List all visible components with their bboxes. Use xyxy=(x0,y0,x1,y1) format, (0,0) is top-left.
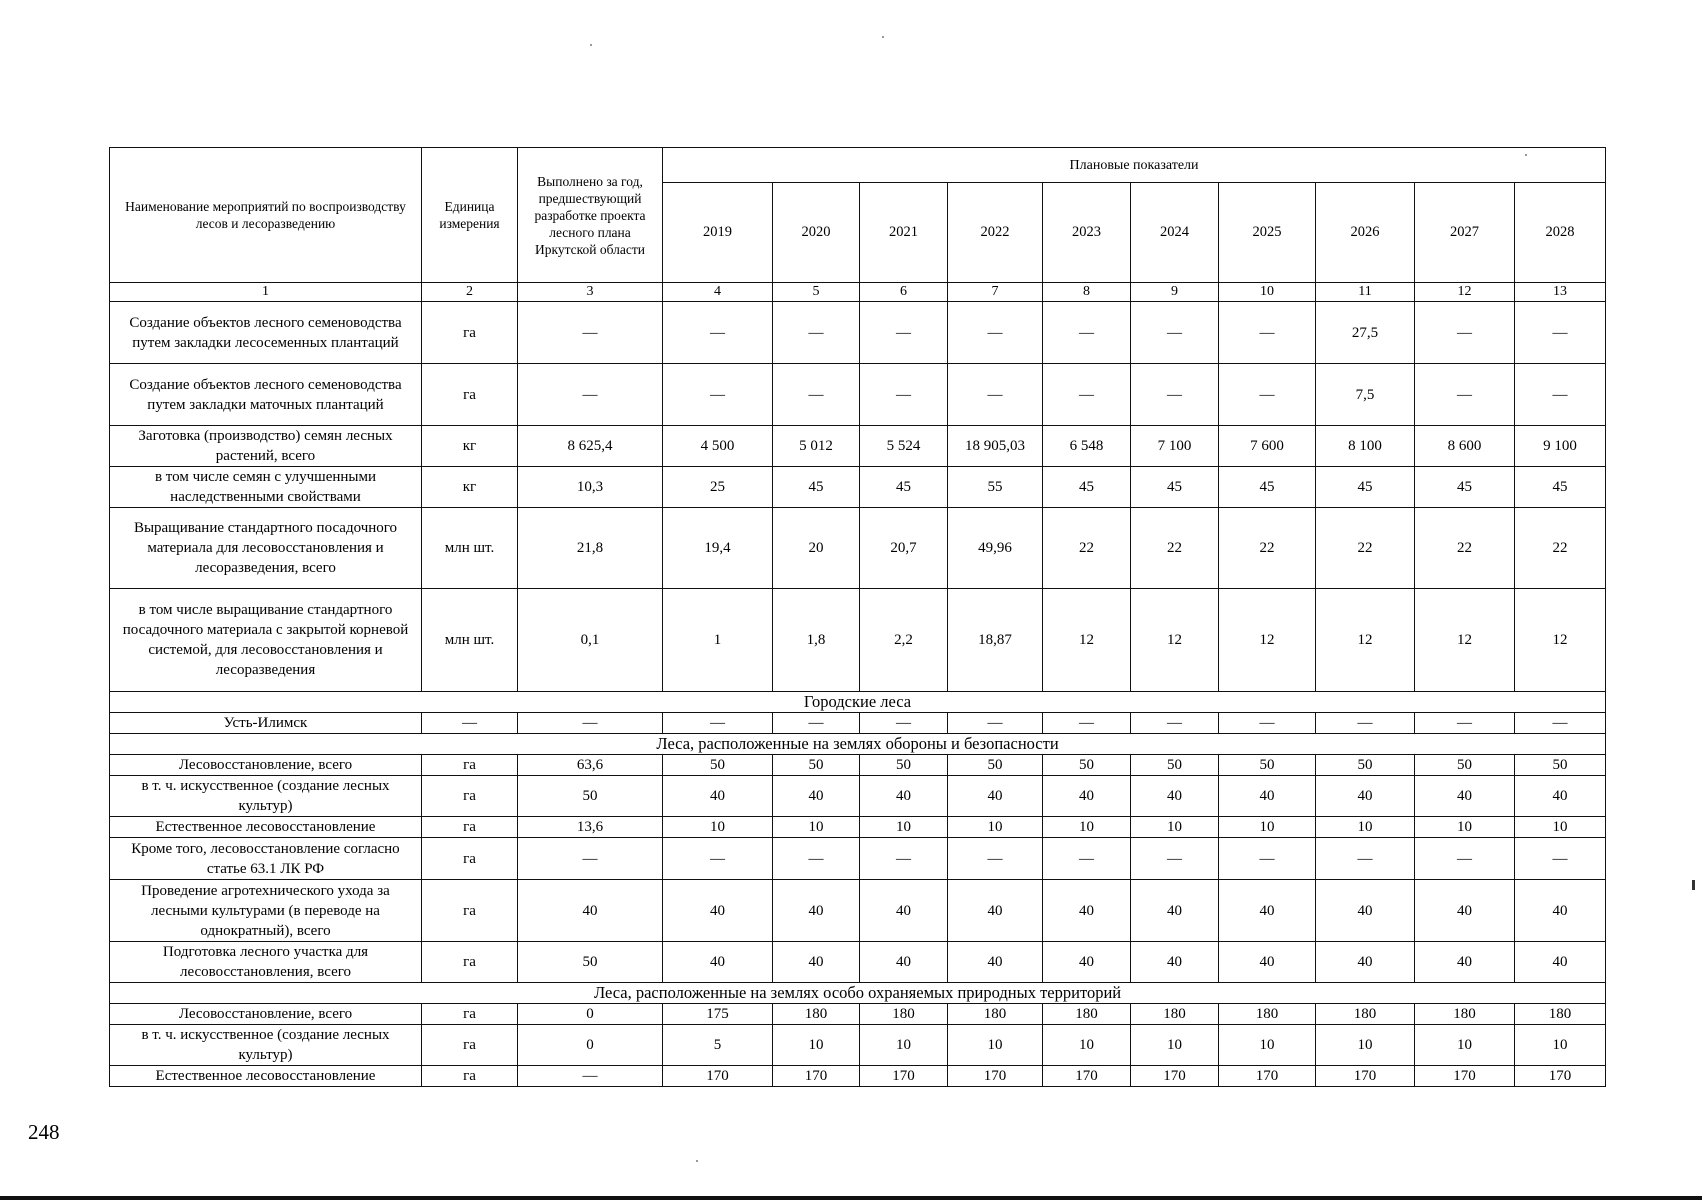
row-plan-value-2023: 45 xyxy=(1043,467,1131,508)
row-name: Кроме того, лесовосстановление согласно статье 63.1 ЛК РФ xyxy=(110,838,422,880)
row-plan-value-2023: 40 xyxy=(1043,880,1131,942)
table-row xyxy=(110,776,1606,817)
row-plan-value-2022: 40 xyxy=(948,942,1043,983)
row-name: Лесовосстановление, всего xyxy=(110,755,422,776)
table-row xyxy=(110,942,1606,983)
reforestation-table xyxy=(109,147,1606,1087)
row-unit: млн шт. xyxy=(422,508,518,589)
column-number: 7 xyxy=(948,283,1043,302)
row-plan-value-2023: — xyxy=(1043,364,1131,426)
row-plan-value-2023: 170 xyxy=(1043,1066,1131,1087)
column-number: 4 xyxy=(663,283,773,302)
row-plan-value-2021: 20,7 xyxy=(860,508,948,589)
row-done-value: — xyxy=(518,1066,663,1087)
row-plan-value-2019: — xyxy=(663,838,773,880)
scan-edge-mark xyxy=(1692,880,1695,890)
table-row xyxy=(110,880,1606,942)
row-plan-value-2020: — xyxy=(773,302,860,364)
row-plan-value-2025: 170 xyxy=(1219,1066,1316,1087)
row-plan-value-2025: — xyxy=(1219,838,1316,880)
row-done-value: 0 xyxy=(518,1025,663,1066)
header-row-1 xyxy=(110,148,1606,183)
row-plan-value-2026: 40 xyxy=(1316,942,1415,983)
row-plan-value-2026: — xyxy=(1316,713,1415,734)
row-plan-value-2026: 45 xyxy=(1316,467,1415,508)
row-plan-value-2021: 10 xyxy=(860,817,948,838)
row-unit: кг xyxy=(422,467,518,508)
row-done-value: 21,8 xyxy=(518,508,663,589)
row-plan-value-2025: 180 xyxy=(1219,1004,1316,1025)
section-row xyxy=(110,692,1606,713)
row-plan-value-2027: — xyxy=(1415,838,1515,880)
row-plan-value-2022: 40 xyxy=(948,880,1043,942)
row-unit: га xyxy=(422,880,518,942)
row-plan-value-2021: — xyxy=(860,302,948,364)
row-plan-value-2027: 8 600 xyxy=(1415,426,1515,467)
table-row xyxy=(110,1066,1606,1087)
scan-bottom-border xyxy=(0,1196,1702,1200)
row-plan-value-2027: — xyxy=(1415,713,1515,734)
row-plan-value-2028: 10 xyxy=(1515,817,1606,838)
row-plan-value-2028: 45 xyxy=(1515,467,1606,508)
table-row xyxy=(110,1004,1606,1025)
row-plan-value-2019: — xyxy=(663,713,773,734)
row-plan-value-2021: 10 xyxy=(860,1025,948,1066)
row-plan-value-2019: 40 xyxy=(663,776,773,817)
row-plan-value-2020: 10 xyxy=(773,1025,860,1066)
row-done-value: — xyxy=(518,713,663,734)
header-year-2026: 2026 xyxy=(1316,183,1415,283)
column-number: 9 xyxy=(1131,283,1219,302)
row-plan-value-2024: — xyxy=(1131,302,1219,364)
row-done-value: 8 625,4 xyxy=(518,426,663,467)
row-plan-value-2022: — xyxy=(948,364,1043,426)
row-name: в т. ч. искусственное (создание лесных культур) xyxy=(110,776,422,817)
row-plan-value-2028: 170 xyxy=(1515,1066,1606,1087)
row-done-value: 40 xyxy=(518,880,663,942)
row-plan-value-2022: 18,87 xyxy=(948,589,1043,692)
row-plan-value-2027: 45 xyxy=(1415,467,1515,508)
row-plan-value-2024: 40 xyxy=(1131,776,1219,817)
row-done-value: 50 xyxy=(518,776,663,817)
row-plan-value-2024: — xyxy=(1131,713,1219,734)
row-done-value: 0 xyxy=(518,1004,663,1025)
row-unit: га xyxy=(422,776,518,817)
row-plan-value-2025: 10 xyxy=(1219,817,1316,838)
row-plan-value-2021: 180 xyxy=(860,1004,948,1025)
row-plan-value-2026: 10 xyxy=(1316,817,1415,838)
row-plan-value-2019: 40 xyxy=(663,942,773,983)
row-plan-value-2020: 170 xyxy=(773,1066,860,1087)
row-plan-value-2022: 18 905,03 xyxy=(948,426,1043,467)
row-plan-value-2022: 180 xyxy=(948,1004,1043,1025)
row-plan-value-2026: 170 xyxy=(1316,1066,1415,1087)
row-done-value: 63,6 xyxy=(518,755,663,776)
row-plan-value-2022: 49,96 xyxy=(948,508,1043,589)
row-unit: га xyxy=(422,364,518,426)
row-plan-value-2023: — xyxy=(1043,302,1131,364)
header-done: Выполнено за год, предшествующий разработке проекта лесного плана Иркутской области xyxy=(518,148,663,283)
row-plan-value-2024: 50 xyxy=(1131,755,1219,776)
row-plan-value-2021: 45 xyxy=(860,467,948,508)
row-plan-value-2020: 180 xyxy=(773,1004,860,1025)
row-plan-value-2027: 10 xyxy=(1415,1025,1515,1066)
row-name: Лесовосстановление, всего xyxy=(110,1004,422,1025)
row-plan-value-2026: 50 xyxy=(1316,755,1415,776)
row-name: Создание объектов лесного семеноводства путем закладки лесосеменных плантаций xyxy=(110,302,422,364)
row-plan-value-2025: 40 xyxy=(1219,880,1316,942)
row-plan-value-2027: 40 xyxy=(1415,776,1515,817)
table-row xyxy=(110,755,1606,776)
scan-speck xyxy=(882,36,884,38)
header-year-2022: 2022 xyxy=(948,183,1043,283)
row-plan-value-2023: 22 xyxy=(1043,508,1131,589)
row-plan-value-2028: — xyxy=(1515,838,1606,880)
row-plan-value-2026: 10 xyxy=(1316,1025,1415,1066)
row-plan-value-2027: — xyxy=(1415,302,1515,364)
row-done-value: 13,6 xyxy=(518,817,663,838)
row-plan-value-2028: 50 xyxy=(1515,755,1606,776)
row-plan-value-2026: 12 xyxy=(1316,589,1415,692)
row-plan-value-2023: 6 548 xyxy=(1043,426,1131,467)
row-plan-value-2020: — xyxy=(773,838,860,880)
row-plan-value-2027: — xyxy=(1415,364,1515,426)
row-plan-value-2020: 5 012 xyxy=(773,426,860,467)
column-number: 6 xyxy=(860,283,948,302)
row-name: Создание объектов лесного семеноводства путем закладки маточных плантаций xyxy=(110,364,422,426)
row-plan-value-2026: 40 xyxy=(1316,776,1415,817)
row-plan-value-2019: — xyxy=(663,302,773,364)
row-done-value: 10,3 xyxy=(518,467,663,508)
row-plan-value-2025: — xyxy=(1219,713,1316,734)
header-year-2027: 2027 xyxy=(1415,183,1515,283)
row-plan-value-2027: 170 xyxy=(1415,1066,1515,1087)
table-row xyxy=(110,364,1606,426)
row-plan-value-2019: 5 xyxy=(663,1025,773,1066)
row-plan-value-2022: — xyxy=(948,838,1043,880)
row-plan-value-2024: 180 xyxy=(1131,1004,1219,1025)
row-name: Заготовка (производство) семян лесных растений, всего xyxy=(110,426,422,467)
column-number: 1 xyxy=(110,283,422,302)
column-number: 2 xyxy=(422,283,518,302)
table-row xyxy=(110,589,1606,692)
row-plan-value-2023: 40 xyxy=(1043,942,1131,983)
row-plan-value-2028: 10 xyxy=(1515,1025,1606,1066)
row-done-value: — xyxy=(518,364,663,426)
row-plan-value-2025: 22 xyxy=(1219,508,1316,589)
row-plan-value-2022: 10 xyxy=(948,817,1043,838)
row-plan-value-2023: 12 xyxy=(1043,589,1131,692)
row-plan-value-2025: 45 xyxy=(1219,467,1316,508)
column-number: 12 xyxy=(1415,283,1515,302)
row-unit: га xyxy=(422,1066,518,1087)
row-plan-value-2020: 45 xyxy=(773,467,860,508)
header-year-2024: 2024 xyxy=(1131,183,1219,283)
row-plan-value-2019: 40 xyxy=(663,880,773,942)
table-row xyxy=(110,838,1606,880)
row-plan-value-2020: — xyxy=(773,364,860,426)
row-plan-value-2024: 10 xyxy=(1131,817,1219,838)
row-plan-value-2026: 27,5 xyxy=(1316,302,1415,364)
row-plan-value-2023: 10 xyxy=(1043,817,1131,838)
row-plan-value-2024: 22 xyxy=(1131,508,1219,589)
column-number: 3 xyxy=(518,283,663,302)
row-plan-value-2024: 7 100 xyxy=(1131,426,1219,467)
row-name: Естественное лесовосстановление xyxy=(110,817,422,838)
row-unit: га xyxy=(422,817,518,838)
row-plan-value-2028: 40 xyxy=(1515,776,1606,817)
row-unit: га xyxy=(422,302,518,364)
row-plan-value-2020: 50 xyxy=(773,755,860,776)
header-name: Наименование мероприятий по воспроизводству лесов и лесоразведению xyxy=(110,148,422,283)
row-name: Проведение агротехнического ухода за лесными культурами (в переводе на однократный), всего xyxy=(110,880,422,942)
row-unit: га xyxy=(422,838,518,880)
header-year-2028: 2028 xyxy=(1515,183,1606,283)
table-row xyxy=(110,302,1606,364)
row-plan-value-2019: 19,4 xyxy=(663,508,773,589)
row-plan-value-2027: 50 xyxy=(1415,755,1515,776)
row-plan-value-2021: — xyxy=(860,364,948,426)
column-number-row xyxy=(110,283,1606,302)
row-plan-value-2019: 4 500 xyxy=(663,426,773,467)
table-row xyxy=(110,713,1606,734)
row-plan-value-2019: 1 xyxy=(663,589,773,692)
column-number: 8 xyxy=(1043,283,1131,302)
row-plan-value-2021: 2,2 xyxy=(860,589,948,692)
row-name: Усть-Илимск xyxy=(110,713,422,734)
row-plan-value-2023: — xyxy=(1043,838,1131,880)
row-plan-value-2026: 180 xyxy=(1316,1004,1415,1025)
row-plan-value-2020: 1,8 xyxy=(773,589,860,692)
row-unit: — xyxy=(422,713,518,734)
section-title: Леса, расположенные на землях обороны и безопасности xyxy=(110,734,1606,755)
row-plan-value-2022: 170 xyxy=(948,1066,1043,1087)
column-number: 10 xyxy=(1219,283,1316,302)
row-name: в том числе выращивание стандартного посадочного материала с закрытой корневой системой, для лесовосстановления и лесоразведения xyxy=(110,589,422,692)
row-plan-value-2020: 10 xyxy=(773,817,860,838)
row-unit: га xyxy=(422,942,518,983)
column-number: 11 xyxy=(1316,283,1415,302)
row-plan-value-2025: — xyxy=(1219,364,1316,426)
table-row xyxy=(110,1025,1606,1066)
row-name: в том числе семян с улучшенными наследственными свойствами xyxy=(110,467,422,508)
row-plan-value-2028: — xyxy=(1515,364,1606,426)
row-plan-value-2023: 50 xyxy=(1043,755,1131,776)
row-plan-value-2019: — xyxy=(663,364,773,426)
header-year-2025: 2025 xyxy=(1219,183,1316,283)
row-plan-value-2024: 40 xyxy=(1131,942,1219,983)
row-name: Выращивание стандартного посадочного материала для лесовосстановления и лесоразведения, всего xyxy=(110,508,422,589)
row-plan-value-2028: 9 100 xyxy=(1515,426,1606,467)
row-plan-value-2026: 40 xyxy=(1316,880,1415,942)
row-plan-value-2026: — xyxy=(1316,838,1415,880)
header-unit: Единица измерения xyxy=(422,148,518,283)
section-title: Леса, расположенные на землях особо охраняемых природных территорий xyxy=(110,983,1606,1004)
row-plan-value-2022: — xyxy=(948,713,1043,734)
row-plan-value-2027: 12 xyxy=(1415,589,1515,692)
row-plan-value-2028: 40 xyxy=(1515,880,1606,942)
row-plan-value-2028: 40 xyxy=(1515,942,1606,983)
row-plan-value-2023: 10 xyxy=(1043,1025,1131,1066)
row-plan-value-2021: — xyxy=(860,838,948,880)
row-plan-value-2025: 40 xyxy=(1219,942,1316,983)
table-row xyxy=(110,508,1606,589)
row-plan-value-2022: 40 xyxy=(948,776,1043,817)
column-number: 13 xyxy=(1515,283,1606,302)
row-plan-value-2025: 7 600 xyxy=(1219,426,1316,467)
row-plan-value-2021: 5 524 xyxy=(860,426,948,467)
row-plan-value-2019: 25 xyxy=(663,467,773,508)
row-plan-value-2022: 10 xyxy=(948,1025,1043,1066)
row-plan-value-2027: 22 xyxy=(1415,508,1515,589)
row-name: в т. ч. искусственное (создание лесных культур) xyxy=(110,1025,422,1066)
row-unit: га xyxy=(422,755,518,776)
row-plan-value-2025: — xyxy=(1219,302,1316,364)
table-row xyxy=(110,817,1606,838)
row-plan-value-2020: 40 xyxy=(773,776,860,817)
section-row xyxy=(110,734,1606,755)
row-plan-value-2025: 50 xyxy=(1219,755,1316,776)
row-done-value: — xyxy=(518,838,663,880)
row-plan-value-2026: 8 100 xyxy=(1316,426,1415,467)
row-unit: га xyxy=(422,1004,518,1025)
row-plan-value-2021: 170 xyxy=(860,1066,948,1087)
row-plan-value-2020: 20 xyxy=(773,508,860,589)
section-row xyxy=(110,983,1606,1004)
row-done-value: 50 xyxy=(518,942,663,983)
row-plan-value-2020: — xyxy=(773,713,860,734)
table-row xyxy=(110,467,1606,508)
row-plan-value-2020: 40 xyxy=(773,880,860,942)
row-plan-value-2022: 55 xyxy=(948,467,1043,508)
row-plan-value-2022: 50 xyxy=(948,755,1043,776)
row-plan-value-2024: 40 xyxy=(1131,880,1219,942)
row-plan-value-2021: 40 xyxy=(860,776,948,817)
row-plan-value-2028: 12 xyxy=(1515,589,1606,692)
row-plan-value-2028: — xyxy=(1515,302,1606,364)
row-name: Естественное лесовосстановление xyxy=(110,1066,422,1087)
row-done-value: 0,1 xyxy=(518,589,663,692)
row-plan-value-2021: 40 xyxy=(860,880,948,942)
row-plan-value-2024: 12 xyxy=(1131,589,1219,692)
scan-speck xyxy=(590,44,592,46)
row-plan-value-2027: 180 xyxy=(1415,1004,1515,1025)
row-plan-value-2024: 170 xyxy=(1131,1066,1219,1087)
row-plan-value-2028: 180 xyxy=(1515,1004,1606,1025)
row-plan-value-2027: 40 xyxy=(1415,942,1515,983)
row-plan-value-2023: 40 xyxy=(1043,776,1131,817)
row-plan-value-2020: 40 xyxy=(773,942,860,983)
row-unit: кг xyxy=(422,426,518,467)
row-plan-value-2022: — xyxy=(948,302,1043,364)
page-number: 248 xyxy=(28,1120,60,1144)
table-row xyxy=(110,426,1606,467)
row-plan-value-2023: 180 xyxy=(1043,1004,1131,1025)
row-plan-value-2026: 7,5 xyxy=(1316,364,1415,426)
row-plan-value-2025: 40 xyxy=(1219,776,1316,817)
section-title: Городские леса xyxy=(110,692,1606,713)
header-year-2021: 2021 xyxy=(860,183,948,283)
row-plan-value-2021: 40 xyxy=(860,942,948,983)
row-unit: га xyxy=(422,1025,518,1066)
scan-speck xyxy=(696,1160,698,1162)
row-plan-value-2024: 10 xyxy=(1131,1025,1219,1066)
row-plan-value-2028: — xyxy=(1515,713,1606,734)
row-plan-value-2019: 175 xyxy=(663,1004,773,1025)
row-name: Подготовка лесного участка для лесовосстановления, всего xyxy=(110,942,422,983)
row-plan-value-2024: — xyxy=(1131,838,1219,880)
row-plan-value-2028: 22 xyxy=(1515,508,1606,589)
row-unit: млн шт. xyxy=(422,589,518,692)
row-done-value: — xyxy=(518,302,663,364)
row-plan-value-2019: 10 xyxy=(663,817,773,838)
row-plan-value-2027: 10 xyxy=(1415,817,1515,838)
header-year-2023: 2023 xyxy=(1043,183,1131,283)
row-plan-value-2019: 50 xyxy=(663,755,773,776)
row-plan-value-2025: 12 xyxy=(1219,589,1316,692)
row-plan-value-2025: 10 xyxy=(1219,1025,1316,1066)
column-number: 5 xyxy=(773,283,860,302)
row-plan-value-2024: — xyxy=(1131,364,1219,426)
row-plan-value-2027: 40 xyxy=(1415,880,1515,942)
header-year-2020: 2020 xyxy=(773,183,860,283)
row-plan-value-2021: — xyxy=(860,713,948,734)
header-year-2019: 2019 xyxy=(663,183,773,283)
row-plan-value-2024: 45 xyxy=(1131,467,1219,508)
header-plan: Плановые показатели xyxy=(663,148,1606,183)
row-plan-value-2026: 22 xyxy=(1316,508,1415,589)
row-plan-value-2023: — xyxy=(1043,713,1131,734)
row-plan-value-2021: 50 xyxy=(860,755,948,776)
row-plan-value-2019: 170 xyxy=(663,1066,773,1087)
